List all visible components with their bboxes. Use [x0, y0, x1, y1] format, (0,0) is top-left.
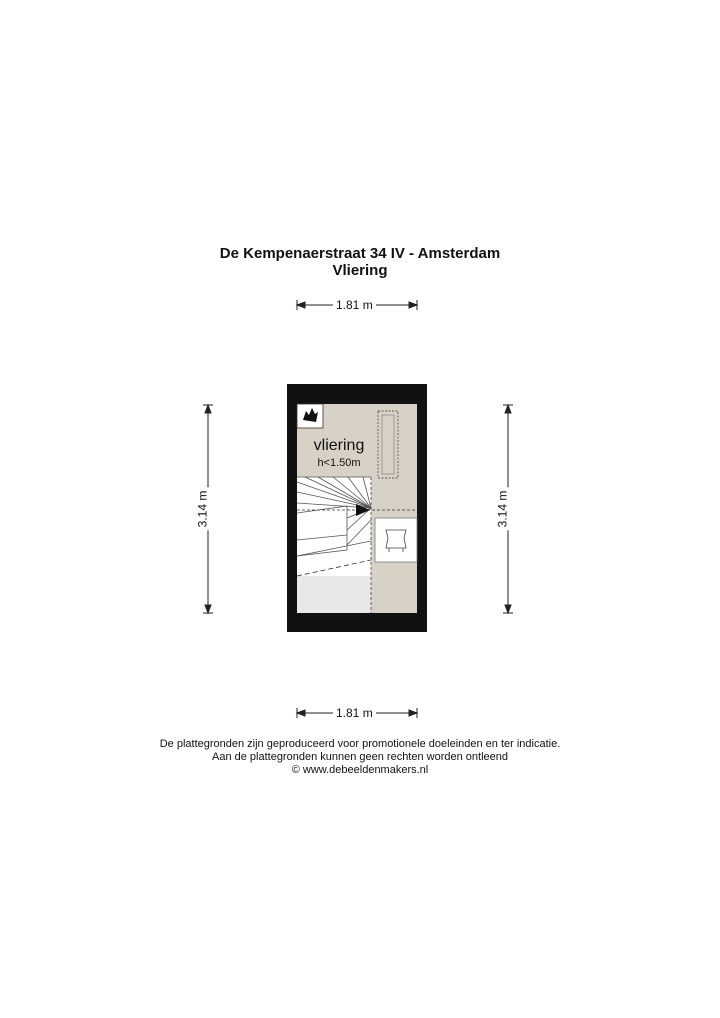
- disclaimer-line-2: Aan de plattegronden kunnen geen rechten worden ontleend: [211, 751, 508, 763]
- staircase: [297, 477, 371, 576]
- disclaimer-line-1: De plattegronden zijn geproduceerd voor promotionele doeleinden en ter indicatie.: [159, 738, 561, 750]
- address-title: De Kempenaerstraat 34 IV - Amsterdam: [219, 245, 501, 262]
- right-dimension-label: 3.14 m: [495, 488, 509, 531]
- left-dimension-label: 3.14 m: [195, 488, 209, 531]
- bottom-dimension-label: 1.81 m: [333, 706, 376, 720]
- floor-title: Vliering: [332, 262, 388, 279]
- ventilation-icon: [297, 404, 323, 428]
- top-dimension-label: 1.81 m: [333, 298, 376, 312]
- room-name: vliering: [313, 437, 365, 454]
- copyright-link[interactable]: © www.debeeldenmakers.nl: [291, 764, 429, 776]
- room-height-note: h<1.50m: [317, 457, 361, 469]
- disclaimer: [0, 738, 720, 777]
- boiler-unit: [375, 518, 417, 562]
